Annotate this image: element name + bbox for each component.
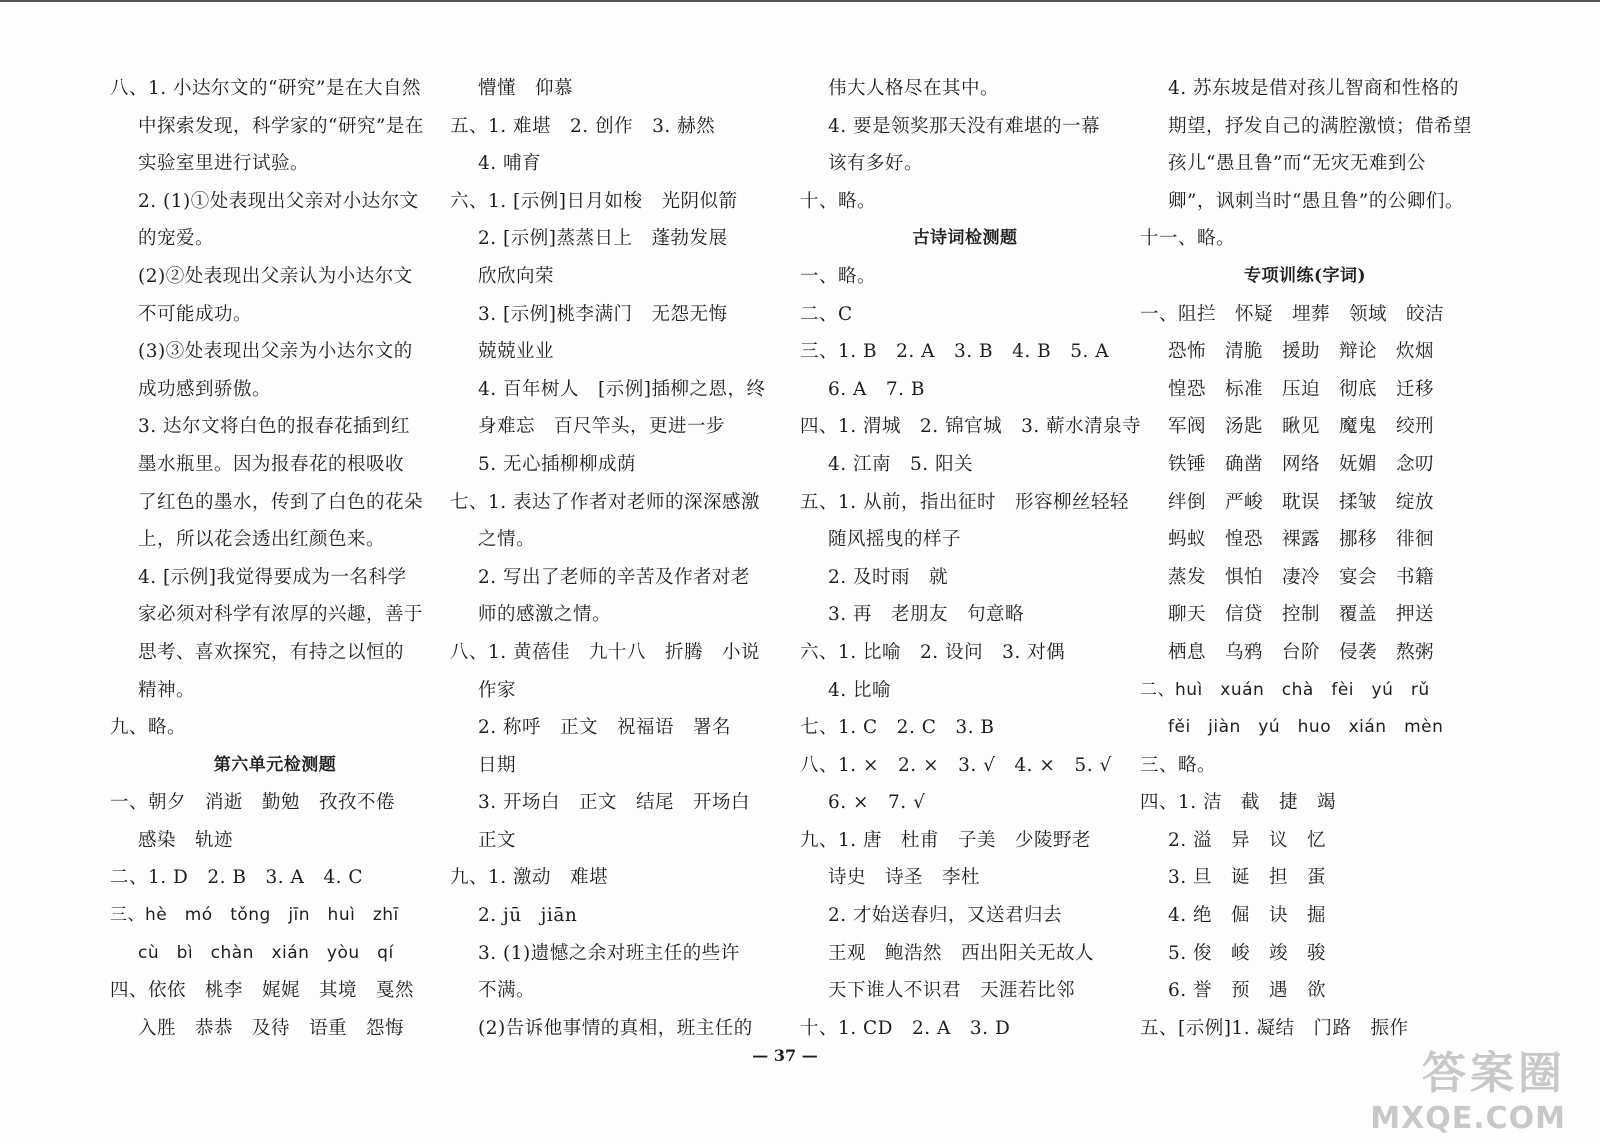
answer-line: 懵懂 仰慕: [478, 78, 574, 99]
answer-line: 思考、喜欢探究，有持之以恒的: [138, 641, 405, 663]
answer-line: 四、1. 洁 截 捷 竭: [1140, 792, 1337, 814]
answer-line: 蒸发 惧怕 凄冷 宴会 书籍: [1168, 566, 1435, 588]
answer-line: 伟大人格尽在其中。: [828, 78, 1000, 99]
answer-line: (2)告诉他事情的真相，班主任的: [478, 1017, 753, 1039]
answer-line: 诗史 诗圣 李杜: [828, 867, 981, 889]
answer-line: 6. A 7. B: [828, 378, 926, 400]
watermark: [1370, 1037, 1566, 1136]
column-3: [800, 70, 1142, 1047]
answer-line: 作家: [478, 679, 517, 701]
answer-line: 十一、略。: [1140, 228, 1236, 250]
answer-line: 4. 哺育: [478, 153, 542, 175]
answer-line: 十、略。: [800, 190, 877, 212]
answer-line: 5. 无心插柳柳成荫: [478, 453, 637, 475]
answer-line: 二、C: [800, 303, 853, 325]
watermark-site: MXQE.COM: [1370, 1101, 1566, 1136]
answer-line: 兢兢业业: [478, 341, 555, 363]
answer-line: 4. 江南 5. 阳关: [828, 453, 974, 475]
answer-line: 恐怖 清脆 援助 辩论 炊烟: [1168, 341, 1435, 363]
answer-line: 蚂蚁 惶恐 裸露 挪移 徘徊: [1168, 529, 1435, 551]
answer-line: 3. 达尔文将白色的报春花插到红: [138, 416, 411, 438]
answer-line: 五、1. 从前，指出征时 形容柳丝轻轻: [800, 491, 1130, 513]
answer-line: 九、1. 激动 难堪: [450, 867, 609, 889]
answer-line: 三、hè mó tǒng jīn huì zhī: [110, 905, 399, 926]
column-4: [1140, 70, 1473, 1047]
answer-line: 4. 比喻: [828, 679, 892, 701]
answer-line: 三、1. B 2. A 3. B 4. B 5. A: [800, 341, 1110, 363]
answer-line: 4. 百年树人 [示例]插柳之恩，终: [478, 378, 766, 400]
answer-line: 2. 称呼 正文 祝福语 署名: [478, 717, 732, 739]
section-heading: 专项训练(字词): [1243, 265, 1367, 286]
answer-line: 之情。: [478, 529, 536, 551]
answer-line: 四、1. 渭城 2. 锦官城 3. 蕲水清泉寺: [800, 416, 1142, 438]
answer-line: 感染 轨迹: [138, 829, 234, 851]
answer-line: 2. 及时雨 就: [828, 566, 949, 588]
answer-line: 铁锤 确凿 网络 妩媚 念叨: [1168, 453, 1435, 475]
answer-line: (3)③处表现出父亲为小达尔文的: [138, 341, 413, 363]
answer-line: 一、朝夕 消逝 勤勉 孜孜不倦: [110, 792, 396, 814]
answer-line: 墨水瓶里。因为报春花的根吸收: [138, 453, 405, 475]
answer-line: 4. 绝 倔 诀 掘: [1168, 905, 1327, 927]
answer-line: 4. 要是领奖那天没有难堪的一幕: [828, 115, 1101, 137]
answer-line: 中探索发现，科学家的“研究”是在: [138, 115, 424, 137]
answer-line: 2. 才始送春归，又送君归去: [828, 905, 1063, 927]
answer-line: 一、略。: [800, 265, 877, 287]
answer-line: 八、1. 小达尔文的“研究”是在大自然: [110, 78, 421, 99]
answer-line: 成功感到骄傲。: [138, 378, 272, 400]
answer-line: 日期: [478, 754, 517, 776]
answer-line: 正文: [478, 829, 517, 851]
answer-line: 聊天 信贷 控制 覆盖 押送: [1168, 604, 1435, 626]
answer-line: 3. 开场白 正文 结尾 开场白: [478, 792, 751, 814]
answer-line: 军阀 汤匙 瞅见 魔鬼 绞刑: [1168, 416, 1435, 438]
answer-line: 五、[示例]1. 凝结 门路 振作: [1140, 1017, 1409, 1039]
answer-line: 二、1. D 2. B 3. A 4. C: [110, 867, 364, 889]
answer-line: 六、1. 比喻 2. 设问 3. 对偶: [800, 641, 1066, 663]
answer-line: 3. (1)遗憾之余对班主任的些许: [478, 942, 740, 964]
answer-line: 期望，抒发自己的满腔激愤；借希望: [1168, 115, 1473, 137]
column-2: [450, 70, 780, 1047]
answer-line: 6. 誉 预 遇 欲: [1168, 980, 1327, 1002]
section-heading: 古诗词检测题: [912, 228, 1018, 249]
answer-line: 五、1. 难堪 2. 创作 3. 赫然: [450, 115, 716, 137]
answer-line: 4. 苏东坡是借对孩儿智商和性格的: [1168, 78, 1460, 99]
answer-line: 上，所以花会透出红颜色来。: [138, 529, 386, 551]
answer-line: 了红色的墨水，传到了白色的花朵: [138, 491, 424, 513]
answer-line: 卿”，讽刺当时“愚且鲁”的公卿们。: [1168, 190, 1464, 212]
answer-line: 家必须对科学有浓厚的兴趣，善于: [138, 604, 424, 626]
answer-line: 入胜 恭恭 及待 语重 怨悔: [138, 1017, 405, 1039]
answer-line: 2. jū jiān: [478, 905, 578, 927]
answer-line: 三、略。: [1140, 754, 1217, 776]
answer-line: 七、1. 表达了作者对老师的深深感激: [450, 491, 761, 513]
column-1: [110, 70, 440, 1047]
answer-line: 绊倒 严峻 耽误 揉皱 绽放: [1168, 491, 1435, 513]
answer-line: 2. (1)①处表现出父亲对小达尔文: [138, 190, 419, 212]
answer-line: 八、1. 黄蓓佳 九十八 折腾 小说: [450, 641, 761, 663]
answer-line: 九、1. 唐 杜甫 子美 少陵野老: [800, 829, 1092, 851]
answer-line: 6. × 7. √: [828, 792, 926, 814]
top-border: [0, 0, 1600, 2]
answer-line: 3. [示例]桃李满门 无怨无悔: [478, 303, 728, 325]
answer-line: 六、1. [示例]日月如梭 光阴似箭: [450, 190, 738, 212]
answer-line: 5. 俊 峻 竣 骏: [1168, 942, 1327, 964]
answer-line: 的宠爱。: [138, 228, 215, 250]
page-number: — 37 —: [752, 1046, 818, 1065]
answer-line: 欣欣向荣: [478, 265, 555, 287]
answer-line: 一、阻拦 怀疑 埋葬 领域 皎洁: [1140, 303, 1445, 325]
answer-line: 十、1. CD 2. A 3. D: [800, 1017, 1011, 1039]
answer-line: 孩儿“愚且鲁”而“无灾无难到公: [1168, 153, 1426, 175]
answer-line: 3. 再 老朋友 句意略: [828, 604, 1025, 626]
answer-line: 王观 鲍浩然 西出阳关无故人: [828, 942, 1095, 964]
answer-line: 九、略。: [110, 717, 187, 739]
answer-line: 栖息 乌鸦 台阶 侵袭 熬粥: [1168, 641, 1435, 663]
answer-line: 4. [示例]我觉得要成为一名科学: [138, 566, 407, 588]
answer-line: 天下谁人不识君 天涯若比邻: [828, 980, 1076, 1002]
answer-line: 该有多好。: [828, 153, 924, 175]
answer-line: 身难忘 百尺竿头，更进一步: [478, 416, 726, 438]
answer-line: 精神。: [138, 679, 196, 701]
answer-line: (2)②处表现出父亲认为小达尔文: [138, 265, 413, 287]
answer-line: 二、huì xuán chà fèi yú rǔ: [1140, 679, 1430, 700]
section-heading: 第六单元检测题: [213, 754, 337, 775]
answer-line: 不可能成功。: [138, 303, 253, 325]
watermark-logo-text: 答案圈: [1422, 1048, 1566, 1099]
answer-line: 惶恐 标准 压迫 彻底 迁移: [1168, 378, 1435, 400]
answer-line: 师的感激之情。: [478, 604, 612, 626]
answer-line: cù bì chàn xián yòu qí: [138, 942, 394, 963]
answer-line: 八、1. × 2. × 3. √ 4. × 5. √: [800, 754, 1112, 776]
answer-line: 2. [示例]蒸蒸日上 蓬勃发展: [478, 228, 728, 250]
answer-line: 实验室里进行试验。: [138, 153, 310, 175]
answer-line: 不满。: [478, 980, 536, 1002]
answer-line: 七、1. C 2. C 3. B: [800, 717, 995, 739]
answer-line: 3. 旦 诞 担 蛋: [1168, 867, 1327, 889]
answer-line: 随风摇曳的样子: [828, 529, 962, 551]
answer-line: 四、依依 桃李 娓娓 其境 戛然: [110, 980, 415, 1002]
answer-line: 2. 溢 异 议 忆: [1168, 829, 1327, 851]
answer-line: 2. 写出了老师的辛苦及作者对老: [478, 566, 751, 588]
answer-line: fěi jiàn yú huo xián mèn: [1168, 717, 1444, 738]
